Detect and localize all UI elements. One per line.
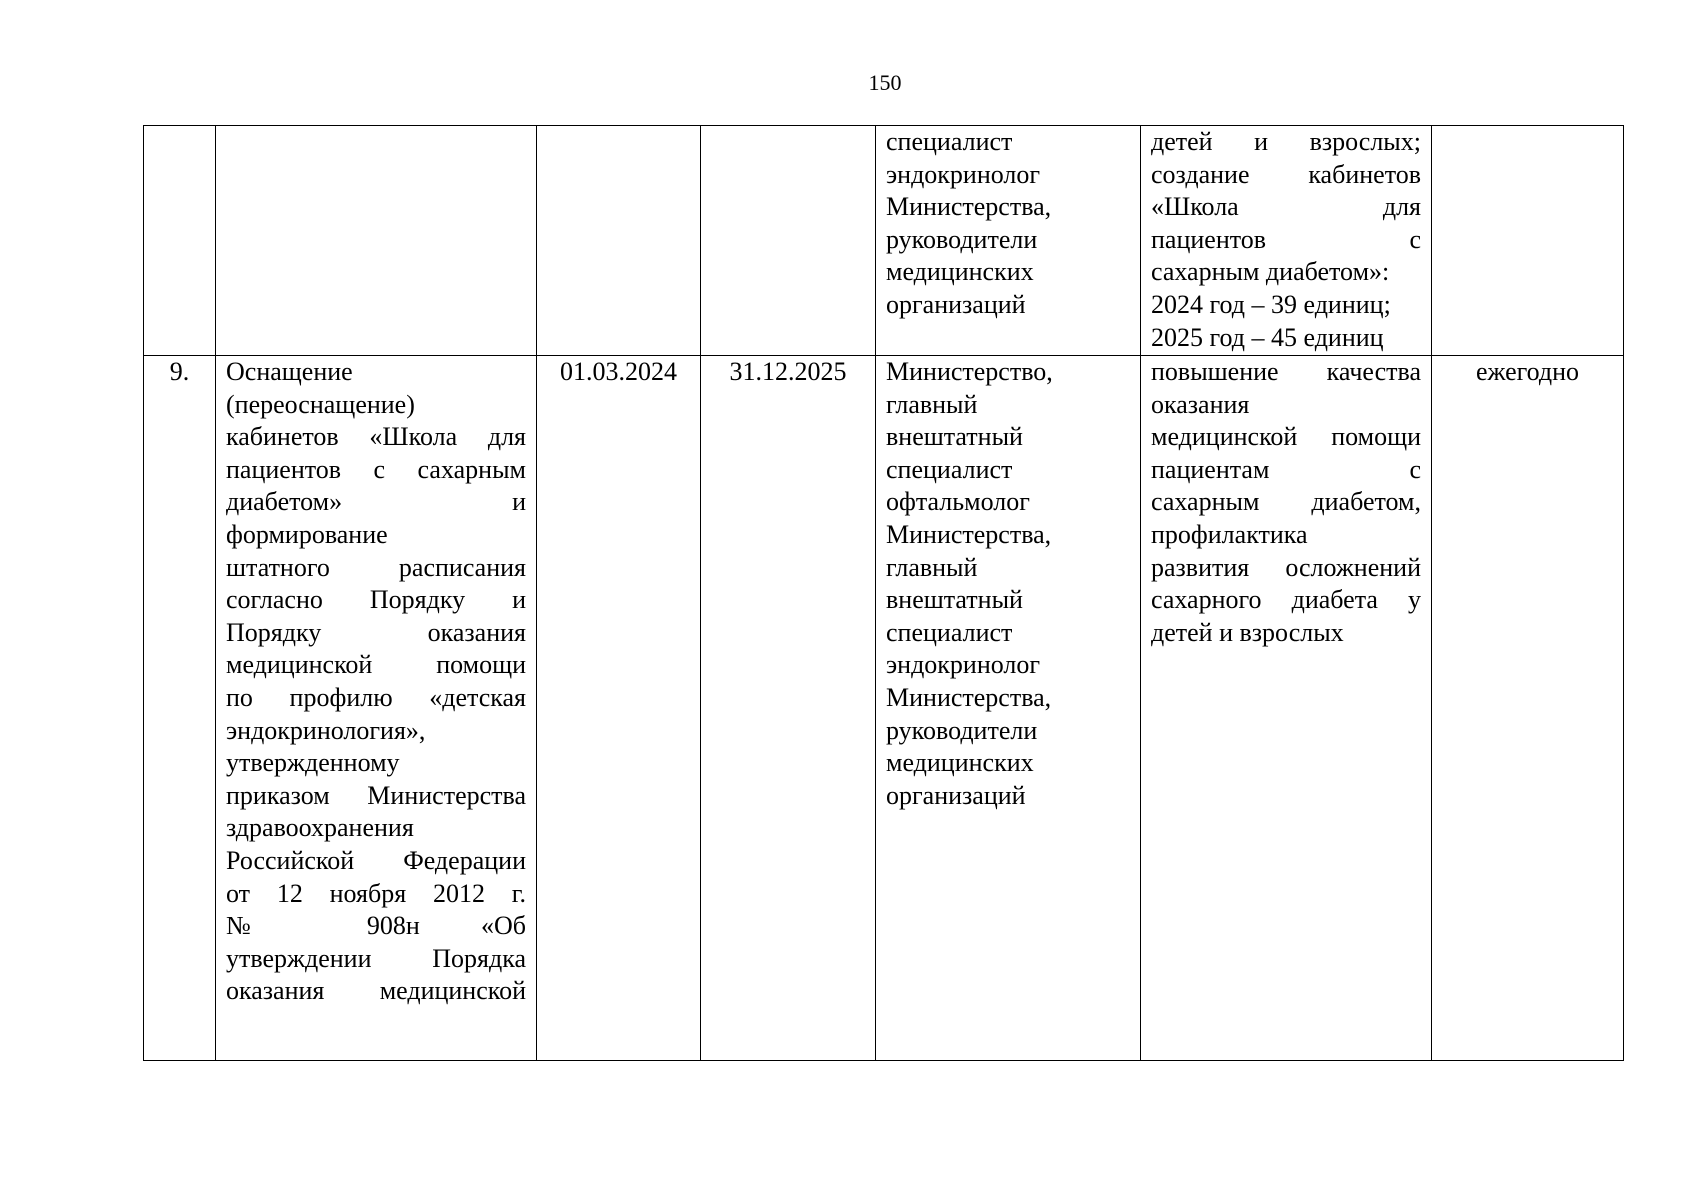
text-line: оказания bbox=[1151, 389, 1250, 419]
text-line: внештатный bbox=[886, 422, 1023, 452]
page-number: 150 bbox=[868, 70, 902, 95]
text-line: офтальмолог bbox=[886, 487, 1030, 517]
cell-result bbox=[1141, 356, 1432, 1061]
text-line: утвержденному bbox=[226, 748, 400, 778]
text-line: руководители bbox=[886, 224, 1038, 254]
text-line: пациентов с сахарным bbox=[226, 454, 526, 484]
cell-measure-empty bbox=[216, 126, 537, 356]
cell-measure bbox=[216, 356, 537, 1061]
text-line: эндокринолог bbox=[886, 650, 1041, 680]
text-line: сахарного диабета у bbox=[1151, 585, 1421, 615]
text-line: руководители bbox=[886, 715, 1038, 745]
text-line: эндокринология», bbox=[226, 715, 426, 745]
cell-start-empty bbox=[537, 126, 701, 356]
text-line: от 12 ноября 2012 г. bbox=[226, 878, 526, 908]
text-line: Порядку оказания bbox=[226, 617, 526, 647]
table-row-9 bbox=[144, 356, 1624, 1061]
text-line: согласно Порядку и bbox=[226, 585, 526, 615]
text-line: 2025 год – 45 единиц bbox=[1151, 322, 1384, 352]
text-line: организаций bbox=[886, 780, 1026, 810]
text-line: пациентов с bbox=[1151, 224, 1421, 254]
text-line: штатного расписания bbox=[226, 552, 526, 582]
cell-end-date: 31.12.2025 bbox=[701, 356, 876, 1061]
text-line: главный bbox=[886, 552, 978, 582]
text-line: 2024 год – 39 единиц; bbox=[1151, 289, 1391, 319]
text-line: профилактика bbox=[1151, 519, 1308, 549]
text-line: Российской Федерации bbox=[226, 845, 526, 875]
text-line: внештатный bbox=[886, 585, 1023, 615]
text-line: специалист bbox=[886, 127, 1013, 156]
text-line: оказания медицинской bbox=[226, 976, 526, 1006]
text-line: медицинской помощи bbox=[1151, 422, 1421, 452]
text-line: развития осложнений bbox=[1151, 552, 1421, 582]
text-line: сахарным диабетом, bbox=[1151, 487, 1421, 517]
text-line: медицинских bbox=[886, 257, 1034, 287]
cell-number-empty bbox=[144, 126, 216, 356]
cell-frequency-empty bbox=[1432, 126, 1624, 356]
text-line: эндокринолог bbox=[886, 159, 1041, 189]
text-line: специалист bbox=[886, 454, 1013, 484]
cell-end-empty bbox=[701, 126, 876, 356]
text-line: повышение качества bbox=[1151, 357, 1421, 386]
text-line: пациентам с bbox=[1151, 454, 1421, 484]
cell-start-date: 01.03.2024 bbox=[537, 356, 701, 1061]
text-line: организаций bbox=[886, 289, 1026, 319]
text-line: медицинских bbox=[886, 748, 1034, 778]
text-line: Министерства, bbox=[886, 682, 1052, 712]
text-line: детей и взрослых bbox=[1151, 617, 1344, 647]
text-line: формирование bbox=[226, 519, 388, 549]
cell-frequency: ежегодно bbox=[1432, 356, 1624, 1061]
text-line: Министерства, bbox=[886, 519, 1052, 549]
cell-number: 9. bbox=[144, 356, 216, 1061]
text-line: Оснащение bbox=[226, 357, 353, 386]
table-row-continued bbox=[144, 126, 1624, 356]
text-line: по профилю «детская bbox=[226, 682, 526, 712]
text-line: сахарным диабетом»: bbox=[1151, 257, 1390, 287]
text-line: Министерства, bbox=[886, 192, 1052, 222]
text-line: специалист bbox=[886, 617, 1013, 647]
text-line: утверждении Порядка bbox=[226, 943, 526, 973]
text-line: (переоснащение) bbox=[226, 389, 415, 419]
text-line: медицинской помощи bbox=[226, 650, 526, 680]
cell-responsible bbox=[876, 356, 1141, 1061]
text-line: здравоохранения bbox=[226, 813, 414, 843]
text-line: кабинетов «Школа для bbox=[226, 422, 526, 452]
text-line: детей и взрослых; bbox=[1151, 127, 1421, 156]
text-line: № 908н «Об bbox=[226, 911, 526, 941]
measures-table bbox=[143, 125, 1624, 1061]
text-line: Министерство, bbox=[886, 357, 1053, 386]
text-line: приказом Министерства bbox=[226, 780, 526, 810]
cell-responsible-continued bbox=[876, 126, 1141, 356]
text-line: создание кабинетов bbox=[1151, 159, 1421, 189]
text-line: «Школа для bbox=[1151, 192, 1421, 222]
cell-result-continued bbox=[1141, 126, 1432, 356]
text-line: главный bbox=[886, 389, 978, 419]
text-line: диабетом» и bbox=[226, 487, 526, 517]
